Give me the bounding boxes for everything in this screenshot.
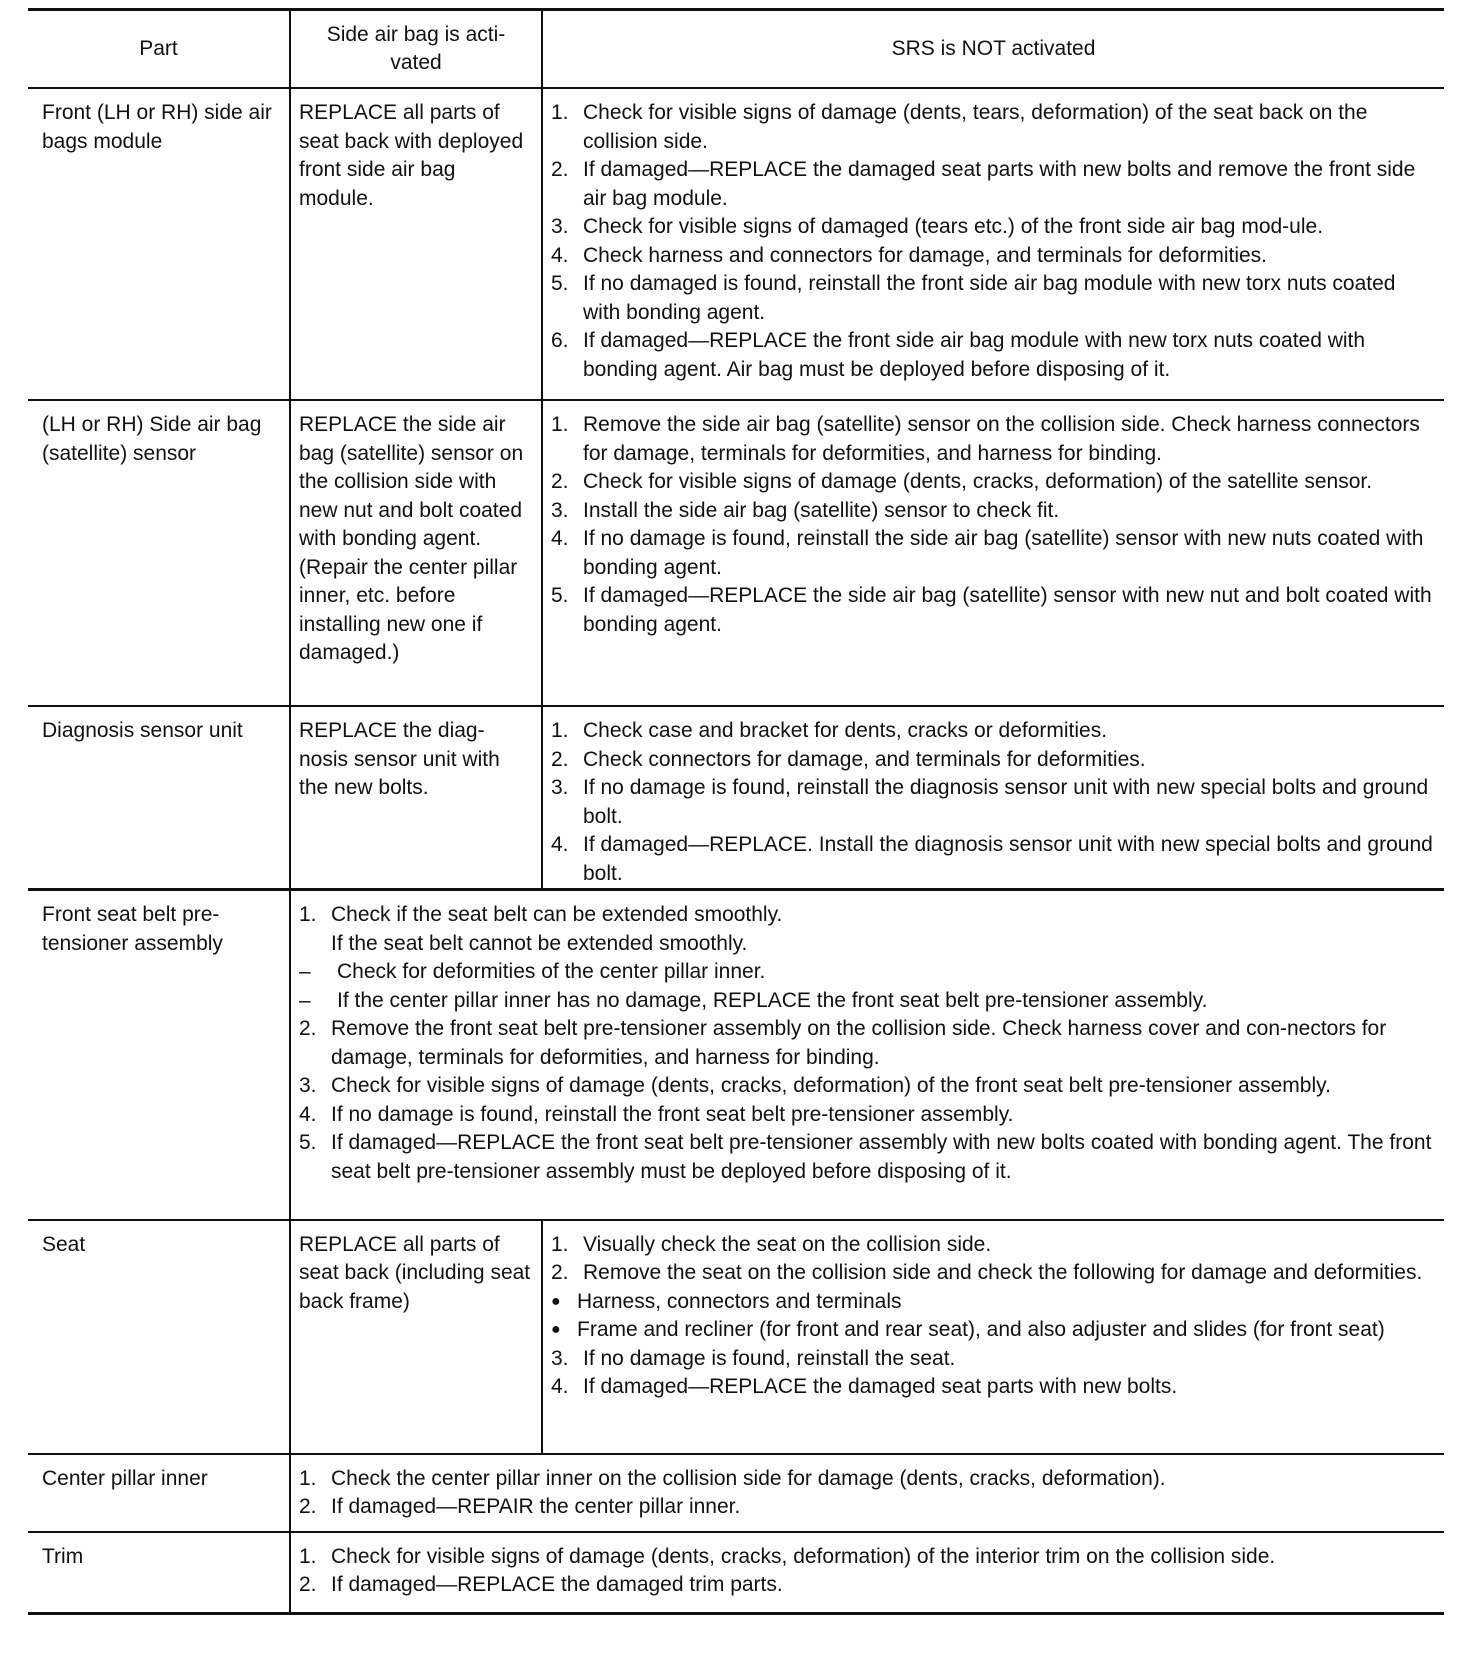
activated-note: (Repair the center pillar inner, etc. before installing new one if damaged.)	[299, 555, 518, 664]
part-cell: Trim	[28, 1532, 290, 1614]
activated-cell: REPLACE the diag-nosis sensor unit with the new bolts.	[290, 706, 542, 890]
header-part: Part	[28, 10, 290, 89]
list-item	[551, 213, 1436, 242]
list-item	[551, 1231, 1436, 1260]
steps-cell	[290, 1454, 1444, 1532]
step-text: Check for visible signs of damage (dents, cracks, deformation) of the front seat belt pre-tensioner assembly.	[331, 1074, 1331, 1097]
step-text: If the seat belt cannot be extended smoothly.	[331, 931, 748, 955]
table-row	[28, 88, 1444, 400]
list-item	[551, 1373, 1436, 1402]
step-text: If no damaged is found, reinstall the front side air bag module with new torx nuts coated with bonding agent.	[583, 272, 1396, 324]
step-number: 1.	[551, 719, 569, 742]
step-number: 4.	[551, 243, 569, 267]
list-item	[551, 1345, 1436, 1374]
steps-list	[551, 411, 1436, 639]
table-row	[28, 890, 1444, 1220]
step-text: If no damage is found, reinstall the diagnosis sensor unit with new special bolts and ground bolt.	[583, 776, 1429, 828]
list-item	[551, 774, 1436, 831]
step-text: If damaged—REPLACE. Install the diagnosis sensor unit with new special bolts and ground bolt.	[583, 833, 1433, 885]
part-cell: Seat	[28, 1220, 290, 1454]
list-item	[299, 1015, 1436, 1072]
step-number: 3.	[551, 1346, 569, 1370]
step-text: Check for visible signs of damage (dents, cracks, deformation) of the satellite sensor.	[583, 470, 1373, 493]
header-not-activated: SRS is NOT activated	[542, 10, 1444, 89]
step-text: Remove the seat on the collision side and check the following for damage and deformities.	[583, 1261, 1423, 1284]
steps-list	[299, 1543, 1436, 1600]
list-item	[551, 1288, 1436, 1317]
step-number: 4.	[551, 833, 569, 856]
step-number: 2.	[299, 1573, 317, 1596]
step-text: If damaged—REPLACE the front seat belt pre-tensioner assembly with new bolts coated with bonding agent. The front seat belt pre-tensioner assembly must be deployed before disposing of it.	[331, 1131, 1432, 1183]
steps-list	[551, 99, 1436, 384]
step-number: 1.	[299, 1466, 317, 1490]
step-number: 5.	[299, 1131, 317, 1154]
list-item	[551, 746, 1436, 775]
part-cell: Front (LH or RH) side air bags module	[28, 88, 290, 400]
step-number: 1.	[299, 1544, 317, 1568]
list-item	[299, 1101, 1436, 1130]
step-text: Check case and bracket for dents, cracks or deformities.	[583, 719, 1108, 742]
step-number: 3.	[551, 498, 569, 522]
header-activated-label: Side air bag is acti- vated	[326, 22, 506, 74]
list-item	[551, 1316, 1436, 1345]
step-text: Check harness and connectors for damage, and terminals for deformities.	[583, 243, 1268, 267]
steps-list	[299, 1465, 1436, 1522]
step-number: 5.	[551, 272, 569, 295]
table-row	[28, 1220, 1444, 1454]
table-row	[28, 400, 1444, 706]
part-cell: (LH or RH) Side air bag (satellite) sensor	[28, 400, 290, 706]
dash-marker: –	[299, 988, 311, 1012]
dash-marker: –	[299, 960, 311, 983]
list-item	[299, 1543, 1436, 1572]
step-number: 3.	[551, 776, 569, 799]
activated-cell: REPLACE all parts of seat back with deployed front side air bag module.	[290, 88, 542, 400]
step-text: Check for deformities of the center pillar inner.	[337, 960, 766, 983]
steps-cell	[290, 890, 1444, 1220]
part-cell: Center pillar inner	[28, 1454, 290, 1532]
steps-cell	[290, 1532, 1444, 1614]
step-text: If no damage is found, reinstall the side air bag (satellite) sensor with new nuts coated with bonding agent.	[583, 527, 1424, 579]
step-number: 1.	[551, 101, 569, 124]
step-number: 2.	[299, 1495, 317, 1518]
step-text: If damaged—REPLACE the front side air bag module with new torx nuts coated with bonding agent. Air bag must be deployed before disposing of it.	[583, 329, 1366, 381]
step-text: Check if the seat belt can be extended smoothly.	[331, 903, 783, 926]
srs-inspection-table	[28, 8, 1444, 1615]
list-item	[299, 930, 1436, 959]
list-item	[299, 1129, 1436, 1186]
step-text: Check the center pillar inner on the collision side for damage (dents, cracks, deformation).	[331, 1466, 1166, 1490]
list-item	[551, 525, 1436, 582]
step-text: Remove the side air bag (satellite) sensor on the collision side. Check harness connectors for damage, terminals for deformities, and harness for binding.	[583, 413, 1420, 465]
step-number: 3.	[299, 1074, 317, 1097]
list-item	[551, 1259, 1436, 1288]
table-row	[28, 1454, 1444, 1532]
list-item	[299, 1571, 1436, 1600]
list-item	[299, 1493, 1436, 1522]
step-text: Harness, connectors and terminals	[577, 1289, 902, 1313]
step-number: 4.	[551, 527, 569, 550]
step-text: Frame and recliner (for front and rear seat), and also adjuster and slides (for front seat)	[577, 1318, 1385, 1341]
step-text: Remove the front seat belt pre-tensioner assembly on the collision side. Check harness cover and con-nectors for damage, terminals for deformities, and harness for binding.	[331, 1017, 1387, 1069]
steps-list	[551, 1231, 1436, 1402]
step-text: Check connectors for damage, and terminals for deformities.	[583, 747, 1146, 771]
activated-cell	[290, 400, 542, 706]
step-number: 3.	[551, 215, 569, 238]
list-item	[551, 411, 1436, 468]
step-text: If no damage is found, reinstall the seat.	[583, 1346, 956, 1370]
step-text: If damaged—REPLACE the damaged seat parts with new bolts and remove the front side air bag module.	[583, 158, 1416, 210]
step-number: 2.	[551, 1261, 569, 1284]
bullet-icon: ●	[551, 1292, 561, 1310]
step-text: If no damage is found, reinstall the front seat belt pre-tensioner assembly.	[331, 1102, 1014, 1126]
step-text: If damaged—REPLACE the damaged seat parts with new bolts.	[583, 1375, 1178, 1398]
list-item	[299, 901, 1436, 930]
step-number: 2.	[551, 158, 569, 181]
steps-list	[299, 901, 1436, 1186]
list-item	[299, 1072, 1436, 1101]
step-number: 5.	[551, 584, 569, 607]
step-text: If damaged—REPLACE the damaged trim parts.	[331, 1573, 783, 1596]
list-item	[299, 987, 1436, 1016]
list-item	[551, 242, 1436, 271]
steps-cell	[542, 400, 1444, 706]
table-row	[28, 706, 1444, 890]
steps-cell	[542, 88, 1444, 400]
table-row	[28, 1532, 1444, 1614]
step-number: 4.	[299, 1102, 317, 1126]
step-text: Check for visible signs of damaged (tears etc.) of the front side air bag mod-ule.	[583, 215, 1324, 238]
activated-text: REPLACE the side air bag (satellite) sensor on the collision side with new nut and bolt coated with bonding agent.	[299, 413, 524, 550]
part-cell: Front seat belt pre-tensioner assembly	[28, 890, 290, 1220]
step-text: If damaged—REPLACE the side air bag (satellite) sensor with new nut and bolt coated with bonding agent.	[583, 584, 1432, 636]
list-item	[551, 717, 1436, 746]
step-number: 2.	[551, 470, 569, 493]
steps-cell	[542, 1220, 1444, 1454]
steps-cell	[542, 706, 1444, 890]
steps-list	[551, 717, 1436, 888]
header-activated	[290, 10, 542, 89]
step-text: Check for visible signs of damage (dents, cracks, deformation) of the interior trim on the collision side.	[331, 1544, 1276, 1568]
list-item	[551, 468, 1436, 497]
list-item	[551, 270, 1436, 327]
list-item	[551, 99, 1436, 156]
step-number: 6.	[551, 329, 569, 352]
step-number: 2.	[299, 1017, 317, 1040]
step-text: If the center pillar inner has no damage, REPLACE the front seat belt pre-tensioner assembly.	[337, 988, 1208, 1012]
activated-cell: REPLACE all parts of seat back (including seat back frame)	[290, 1220, 542, 1454]
step-text: If damaged—REPAIR the center pillar inner.	[331, 1495, 741, 1518]
list-item	[299, 1465, 1436, 1494]
step-number: 1.	[551, 1232, 569, 1256]
list-item	[551, 831, 1436, 888]
step-number: 1.	[551, 413, 569, 436]
list-item	[551, 582, 1436, 639]
list-item	[551, 497, 1436, 526]
step-text: Visually check the seat on the collision side.	[583, 1232, 992, 1256]
list-item	[551, 156, 1436, 213]
step-number: 1.	[299, 903, 317, 926]
bullet-icon: ●	[551, 1321, 561, 1338]
step-text: Check for visible signs of damage (dents, tears, deformation) of the seat back on the collision side.	[583, 101, 1368, 153]
step-number: 4.	[551, 1375, 569, 1398]
step-number: 2.	[551, 747, 569, 771]
list-item	[299, 958, 1436, 987]
step-text: Install the side air bag (satellite) sensor to check fit.	[583, 498, 1060, 522]
part-cell: Diagnosis sensor unit	[28, 706, 290, 890]
step-number	[299, 930, 331, 959]
list-item	[551, 327, 1436, 384]
